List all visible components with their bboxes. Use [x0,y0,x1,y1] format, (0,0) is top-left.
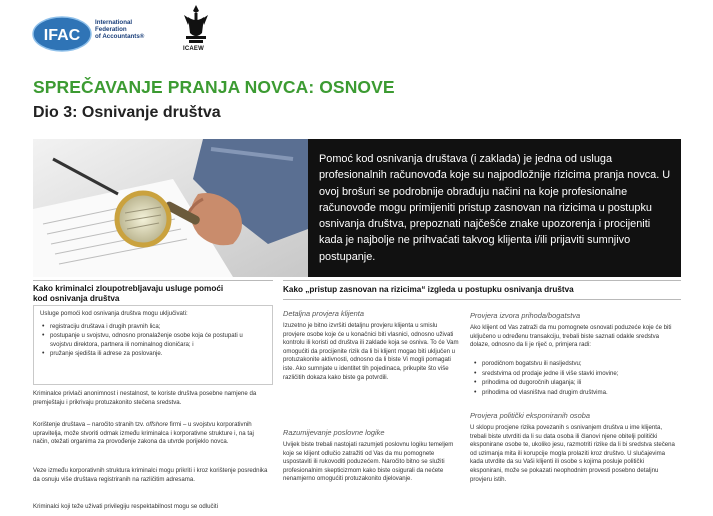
page-subtitle [33,104,221,122]
ifac-logo-text: IFAC [43,27,81,44]
income-sources-list [472,360,678,398]
section-text: Izuzetno je bitno izvršiti detaljnu provjeru klijenta u smislu provjere osobe koje će u konačnici biti vlasnici, odnosno uživati kontrolu ili koristi od društva ili zaklade koja se osniva. To će Vam omogućiti da procijenite rizik da li bi klijent mogao biti uključen u protuzakonite aktivnosti, odnosno da li biste Vi mogli pomagati iste. Ako sumnjate u identitet tih pojedinaca, prikupite što više različitih dokaza kako biste ga potvrdili. [283,322,459,381]
paragraph-italic: offshore [146,421,169,428]
list-item: • prihodima od vlasništva nad drugim društvima. [472,389,678,398]
page-title: SPREČAVANJE PRANJA NOVCA: OSNOVE [33,77,395,97]
ifac-logo-icon [32,16,92,52]
heading-line: Kako kriminalci zloupotrebljavaju usluge pomoći [33,284,224,293]
ifac-name-line: of Accountants® [95,33,145,40]
section-title: Provjera politički eksponiranih osoba [470,411,590,420]
section-title: Detaljna provjera klijenta [283,309,364,318]
icaew-logo-text: ICAEW [183,46,204,52]
list-item: • postupanje u svojstvu, odnosno pronalaženje osobe koja će postupati u svojstvu direktora, partnera ili nominalnog dioničara; i [40,332,266,349]
col1-paragraph: Kriminalci koji teže uživati privilegiju respektabilnost mogu se odlučiti [33,503,218,510]
ifac-name-line: International [95,19,133,26]
col1-paragraph: Veze između korporativnih struktura kriminalci mogu prikriti i kroz korištenje posrednika da osnuju više društava registriranih na različitim adresama. [33,467,268,483]
box-intro: Usluge pomoći kod osnivanja društva mogu uključivati: [40,310,188,317]
ifac-name [95,19,165,40]
divider [33,280,273,281]
magnifying-glass-photo [33,139,308,277]
list-item: • porodičnom bogatstvu ili nasljedstvu; [472,360,678,369]
col2-heading: Kako „pristup zasnovan na rizicima“ izgleda u postupku osnivanja društva [283,285,574,294]
col1-paragraph: Kriminalce privlači anonimnost i nestalnost, te koriste društva posebne namjene da premještaju i prikrivaju protuzakonito stečena sredstva. [33,390,257,406]
section-title: Razumijevanje poslovne logike [283,428,385,437]
section-text: Uvijek biste trebali nastojati razumjeti poslovnu logiku temeljem koje se klijent odlučio zatražiti od Vas da mu pomognete uspostaviti ili rukovoditi poduzećem. Naročito bitno se služiti profesionalnim skepticizmom kako biste osigurali da nećete nenamjerno omogućiti protuzakonito djelovanje. [283,441,454,483]
divider [283,299,681,300]
services-box [33,305,273,385]
paragraph-part: firmi – u svojstvu korporativnih upravitelja, može stvoriti odmak između kriminalca i korporativne strukture i, na taj način, otežati organima za provođenje zakona da utvrde porijeklo novca. [33,421,254,446]
services-list [40,323,266,359]
list-item: • pružanje sjedišta ili adrese za poslovanje. [40,350,266,359]
ifac-name-line: Federation [95,26,127,33]
heading-line: kod osnivanja društva [33,294,120,303]
list-item: • prihodima od dugoročnih ulaganja; ili [472,379,678,388]
list-item: • registraciju društava i drugih pravnih lica; [40,323,266,332]
col1-heading [33,284,273,304]
list-item: • sredstvima od prodaje jedne ili više stavki imovine; [472,370,678,379]
section-text: U sklopu procjene rizika povezanih s osnivanjem društva u ime klijenta, trebali biste utvrditi da li su data osoba ili članovi njene obitelji politički eksponirane osobe te, ukoliko jesu, razmotriti rizike da li bi sredstva stečena od uzimanja mita ili korupcije mogla prolaziti kroz društvo. U slučajevima kada utvrdite da su Vaši klijenti ili osobe s kojima posluje politički eksponirani, može se pokazati neophodnim provesti posebno detaljnu provjeru istih. [470,424,675,483]
divider [283,280,681,281]
subtitle-part: Dio 3 [33,104,73,121]
paragraph-part: Korištenje društava – naročito stranih tzv. [33,421,147,428]
col1-paragraph [33,421,271,447]
subtitle-name: : Osnivanje društva [72,104,221,121]
section-text: Ako klijent od Vas zatraži da mu pomognete osnovati poduzeće koje će biti uključeno u određenu transakciju, trebali biste saznati odakle sredstva dolaze, odnosno da li je riječ o, primjera radi: [470,324,672,349]
section-title: Provjera izvora prihoda/bogatstva [470,311,581,320]
banner-text: Pomoć kod osnivanja društava (i zaklada) je jedna od usluga profesionalnih računovođa koje su najpodložnije rizicima pranja novca. U ovoj brošuri se podrobnije obrađuju načini na koje profesionalne računovođe mogu primijeniti pristup zasnovan na rizicima u postupku osnivanja društva, prepoznati najčešće znake upozorenja i procijeniti kada je najbolje ne prihvaćati takvog klijenta i/ili prijaviti sumnjivo postupanje. [319,153,671,263]
